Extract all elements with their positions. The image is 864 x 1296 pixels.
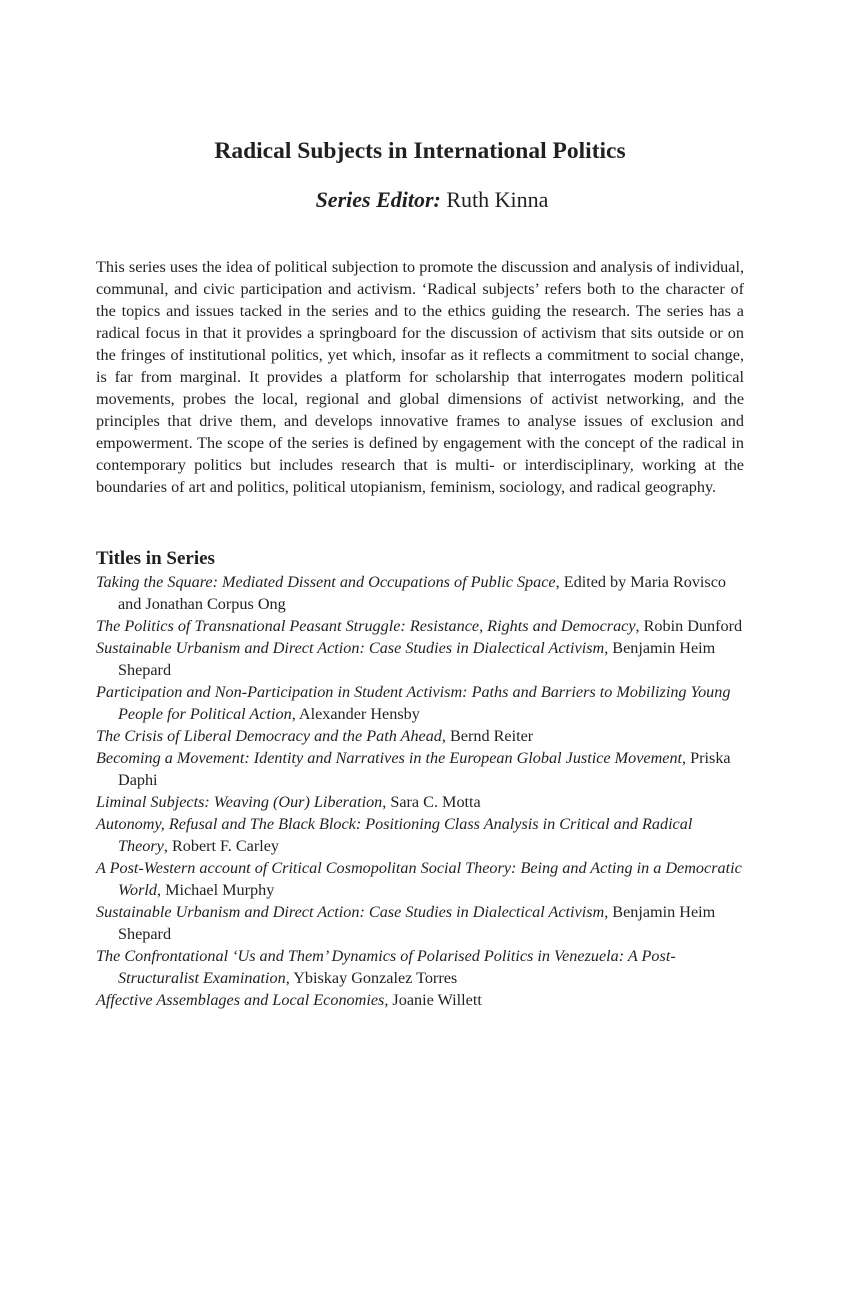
title-entry xyxy=(96,615,744,637)
book-title: Sustainable Urbanism and Direct Action: Case Studies in Dialectical Activism xyxy=(96,903,605,921)
title-entry xyxy=(96,747,744,791)
book-title: The Confrontational ‘Us and Them’ Dynamics of Polarised Politics in Venezuela: A Post-Structuralist Examination xyxy=(96,947,676,987)
title-entry xyxy=(96,989,744,1011)
title-entry xyxy=(96,857,744,901)
book-author: , Benjamin Heim Shepard xyxy=(118,903,716,943)
title-entry xyxy=(96,791,744,813)
series-editor xyxy=(96,185,744,215)
book-author: , Robin Dunford xyxy=(635,617,743,635)
book-author: , Joanie Willett xyxy=(384,991,482,1009)
title-entry xyxy=(96,813,744,857)
book-title: Liminal Subjects: Weaving (Our) Liberation xyxy=(96,793,383,811)
series-editor-name: Ruth Kinna xyxy=(446,187,549,212)
book-author: , Michael Murphy xyxy=(156,881,275,899)
book-title: The Crisis of Liberal Democracy and the Path Ahead xyxy=(96,727,442,745)
series-editor-label: Series Editor: xyxy=(315,187,441,212)
book-title: Autonomy, Refusal and The Black Block: Positioning Class Analysis in Critical and Radical Theory xyxy=(96,815,693,855)
title-entry xyxy=(96,637,744,681)
book-title: Becoming a Movement: Identity and Narratives in the European Global Justice Movement xyxy=(96,749,683,767)
title-entry xyxy=(96,681,744,725)
book-title: Sustainable Urbanism and Direct Action: Case Studies in Dialectical Activism xyxy=(96,639,605,657)
book-title: Participation and Non-Participation in Student Activism: Paths and Barriers to Mobilizing Young People for Political Action xyxy=(96,683,731,723)
titles-heading: Titles in Series xyxy=(96,548,215,569)
book-author: , Bernd Reiter xyxy=(441,727,534,745)
book-title: Taking the Square: Mediated Dissent and Occupations of Public Space xyxy=(96,573,556,591)
book-author: , Edited by Maria Rovisco and Jonathan Corpus Ong xyxy=(118,573,727,613)
title-entry xyxy=(96,571,744,615)
book-title: Affective Assemblages and Local Economies xyxy=(96,991,385,1009)
title-entry xyxy=(96,945,744,989)
book-title: The Politics of Transnational Peasant Struggle: Resistance, Rights and Democracy xyxy=(96,617,636,635)
book-author: , Sara C. Motta xyxy=(382,793,481,811)
book-title: A Post-Western account of Critical Cosmopolitan Social Theory: Being and Acting in a Democratic World xyxy=(96,859,742,899)
book-author: , Robert F. Carley xyxy=(163,837,280,855)
book-author: , Benjamin Heim Shepard xyxy=(118,639,716,679)
book-author: , Alexander Hensby xyxy=(291,705,420,723)
book-author: , Ybiskay Gonzalez Torres xyxy=(285,969,458,987)
book-author: , Priska Daphi xyxy=(118,749,731,789)
series-title: Radical Subjects in International Politics xyxy=(214,138,626,164)
title-entry xyxy=(96,901,744,945)
series-description: This series uses the idea of political subjection to promote the discussion and analysis of individual, communal, and civic participation and activism. ‘Radical subjects’ refers both to the character of the topics and issues tacked in the series and to the ethics guiding the research. The series has a radical focus in that it provides a springboard for the discussion of activism that sits outside or on the fringes of institutional politics, yet which, insofar as it reflects a commitment to social change, is far from marginal. It provides a platform for scholarship that interrogates modern political movements, probes the local, regional and global dimensions of activist networking, and the principles that drive them, and develops innovative frames to analyse issues of exclusion and empowerment. The scope of the series is defined by engagement with the concept of the radical in contemporary politics but includes research that is multi- or interdisciplinary, working at the boundaries of art and politics, political utopianism, feminism, sociology, and radical geography. xyxy=(96,258,744,496)
titles-list xyxy=(96,571,744,1011)
title-entry xyxy=(96,725,744,747)
